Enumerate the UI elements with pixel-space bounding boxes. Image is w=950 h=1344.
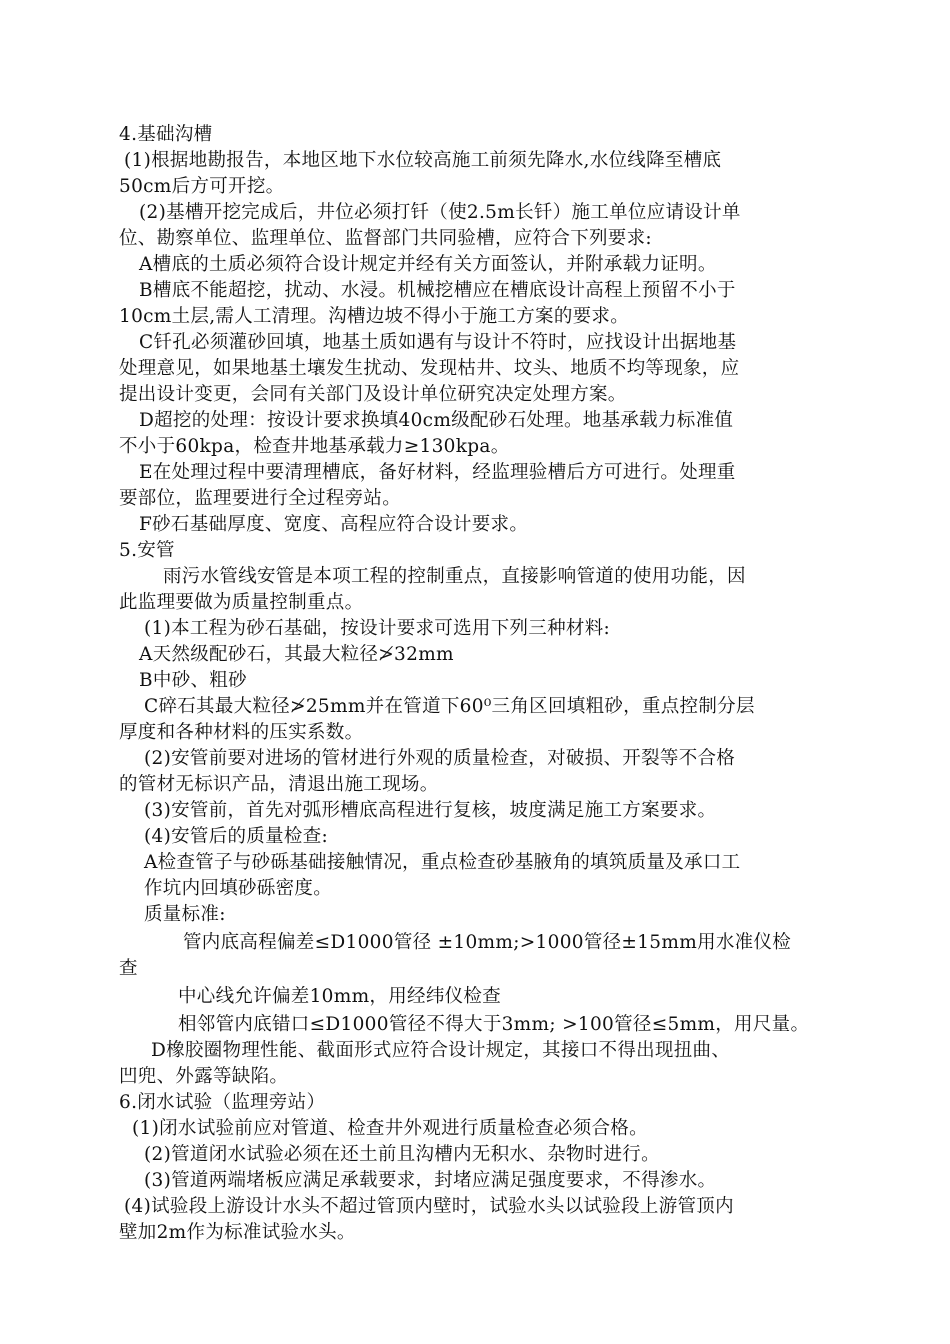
text-line: 厚度和各种材料的压实系数。 xyxy=(119,722,364,743)
text-line: (1)本工程为砂石基础，按设计要求可选用下列三种材料: xyxy=(144,618,611,639)
text-line: 位、勘察单位、监理单位、监督部门共同验槽，应符合下列要求: xyxy=(119,228,652,249)
text-line: 查 xyxy=(119,958,138,979)
text-line: 中心线允许偏差10mm，用经纬仪检查 xyxy=(178,986,502,1007)
text-line: (2)基槽开挖完成后，井位必须打钎（使2.5m长钎）施工单位应请设计单 xyxy=(139,202,741,223)
text-line: A槽底的土质必须符合设计规定并经有关方面签认，并附承载力证明。 xyxy=(139,254,717,275)
text-line: 50cm后方可开挖。 xyxy=(119,176,285,197)
text-line: 作坑内回填砂砾密度。 xyxy=(144,878,333,899)
text-line: (3)管道两端堵板应满足承载要求，封堵应满足强度要求，不得渗水。 xyxy=(144,1170,717,1191)
text-line: (3)安管前，首先对弧形槽底高程进行复核，坡度满足施工方案要求。 xyxy=(144,800,717,821)
text-line: D超挖的处理：按设计要求换填40cm级配砂石处理。地基承载力标准值 xyxy=(139,410,734,431)
text-line: 提出设计变更，会同有关部门及设计单位研究决定处理方案。 xyxy=(119,384,627,405)
text-line: (1)根据地勘报告，本地区地下水位较高施工前须先降水,水位线降至槽底 xyxy=(124,150,722,171)
text-line: (4)安管后的质量检查: xyxy=(144,826,329,847)
text-line: 的管材无标识产品，清退出施工现场。 xyxy=(119,774,439,795)
text-line: F砂石基础厚度、宽度、高程应符合设计要求。 xyxy=(139,514,529,535)
text-line: 壁加2m作为标准试验水头。 xyxy=(119,1222,356,1243)
text-line: 不小于60kpa，检查井地基承载力≥130kpa。 xyxy=(119,436,510,457)
text-line: 要部位，监理要进行全过程旁站。 xyxy=(119,488,402,509)
text-line: 质量标准: xyxy=(144,904,226,925)
heading-water-closure-test: 6.闭水试验（监理旁站） xyxy=(119,1092,326,1113)
text-line: C钎孔必须灌砂回填，地基土质如遇有与设计不符时，应找设计出据地基 xyxy=(139,332,737,353)
text-line: 此监理要做为质量控制重点。 xyxy=(119,592,364,613)
text-line: C碎石其最大粒径≯25mm并在管道下60⁰三角区回填粗砂，重点控制分层 xyxy=(144,696,755,717)
text-line: (2)安管前要对进场的管材进行外观的质量检查，对破损、开裂等不合格 xyxy=(144,748,736,769)
text-line: 凹兜、外露等缺陷。 xyxy=(119,1066,289,1087)
heading-pipe-installation: 5.安管 xyxy=(119,540,175,561)
text-line: 雨污水管线安管是本项工程的控制重点，直接影响管道的使用功能，因 xyxy=(163,566,746,587)
text-line: B中砂、粗砂 xyxy=(139,670,247,691)
text-line: (2)管道闭水试验必须在还土前且沟槽内无积水、杂物时进行。 xyxy=(144,1144,660,1165)
text-line: E在处理过程中要清理槽底，备好材料，经监理验槽后方可进行。处理重 xyxy=(139,462,736,483)
text-line: 管内底高程偏差≤D1000管径 ±10mm;>1000管径±15mm用水准仪检 xyxy=(183,932,792,953)
text-line: A检查管子与砂砾基础接触情况，重点检查砂基腋角的填筑质量及承口工 xyxy=(144,852,741,873)
text-line: (1)闭水试验前应对管道、检查井外观进行质量检查必须合格。 xyxy=(132,1118,648,1139)
text-line: A天然级配砂石，其最大粒径≯32mm xyxy=(139,644,454,665)
text-line: D橡胶圈物理性能、截面形式应符合设计规定，其接口不得出现扭曲、 xyxy=(151,1040,731,1061)
text-line: 10cm土层,需人工清理。沟槽边坡不得小于施工方案的要求。 xyxy=(119,306,630,327)
text-line: B槽底不能超挖，扰动、水浸。机械挖槽应在槽底设计高程上预留不小于 xyxy=(139,280,736,301)
text-line: 相邻管内底错口≤D1000管径不得大于3mm; >100管径≤5mm，用尺量。 xyxy=(178,1014,810,1035)
heading-foundation-trench: 4.基础沟槽 xyxy=(119,124,213,145)
text-line: (4)试验段上游设计水头不超过管顶内壁时，试验水头以试验段上游管顶内 xyxy=(124,1196,734,1217)
text-line: 处理意见，如果地基土壤发生扰动、发现枯井、坟头、地质不均等现象，应 xyxy=(119,358,740,379)
